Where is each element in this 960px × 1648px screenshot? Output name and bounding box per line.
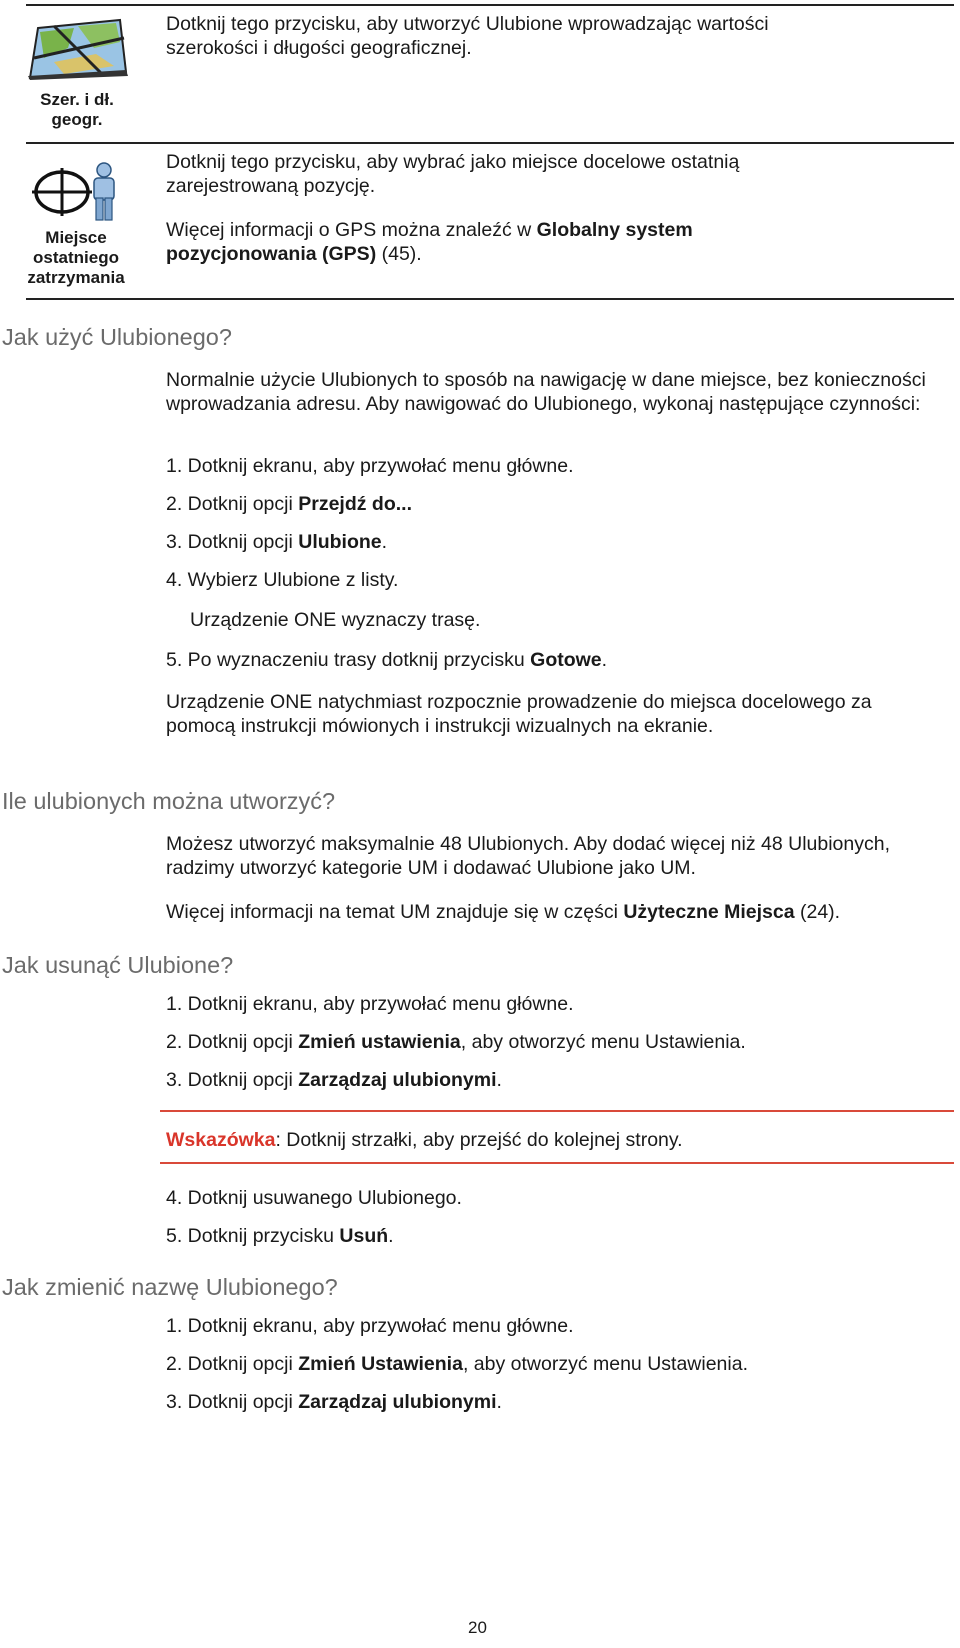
delete-step-5: 5. Dotknij przycisku Usuń. <box>166 1225 394 1247</box>
last-stop-description: Dotknij tego przycisku, aby wybrać jako miejsce docelowe ostatnią zarejestrowaną pozycję. <box>166 151 740 197</box>
tip-bottom-line <box>160 1162 954 1164</box>
lat-long-label: Szer. i dł. geogr. <box>40 90 114 129</box>
use-step-2: 2. Dotknij opcji Przejdź do... <box>166 493 412 515</box>
use-outro: Urządzenie ONE natychmiast rozpocznie prowadzenie do miejsca docelowego za pomocą instrukcji mówionych i instrukcji wizualnych na ekranie. <box>166 691 872 737</box>
delete-step-1: 1. Dotknij ekranu, aby przywołać menu główne. <box>166 993 574 1015</box>
count-paragraph-1: Możesz utworzyć maksymalnie 48 Ulubionych. Aby dodać więcej niż 48 Ulubionych, radzimy utworzyć kategorie UM i dodawać Ulubione jako UM. <box>166 833 891 879</box>
last-stop-label: Miejsce ostatniego zatrzymania <box>27 228 125 287</box>
section-heading-count: Ile ulubionych można utworzyć? <box>2 788 336 814</box>
tip-label: Wskazówka <box>166 1129 276 1151</box>
rename-step-2: 2. Dotknij opcji Zmień Ustawienia, aby otworzyć menu Ustawienia. <box>166 1353 748 1375</box>
count-paragraph-2: Więcej informacji na temat UM znajduje się w części Użyteczne Miejsca (24). <box>166 901 841 923</box>
gps-more-info: Więcej informacji o GPS można znaleźć w Globalny system pozycjonowania (GPS) (45). <box>166 219 693 265</box>
use-step-5: 5. Po wyznaczeniu trasy dotknij przycisku Gotowe. <box>166 649 608 671</box>
delete-step-2: 2. Dotknij opcji Zmień ustawienia, aby otworzyć menu Ustawienia. <box>166 1031 746 1053</box>
use-step-3: 3. Dotknij opcji Ulubione. <box>166 531 388 553</box>
tip-box: Wskazówka: Dotknij strzałki, aby przejść do kolejnej strony. <box>166 1129 683 1151</box>
row-divider <box>26 142 954 144</box>
section-heading-use: Jak użyć Ulubionego? <box>2 324 232 350</box>
use-step-4: 4. Wybierz Ulubione z listy. <box>166 569 399 591</box>
poi-link[interactable]: Użyteczne Miejsca <box>623 901 795 923</box>
delete-step-3: 3. Dotknij opcji Zarządzaj ulubionymi. <box>166 1069 502 1091</box>
delete-step-4: 4. Dotknij usuwanego Ulubionego. <box>166 1187 462 1209</box>
rename-step-1: 1. Dotknij ekranu, aby przywołać menu główne. <box>166 1315 574 1337</box>
section-heading-rename: Jak zmienić nazwę Ulubionego? <box>2 1274 338 1300</box>
map-coordinates-icon[interactable] <box>24 18 130 80</box>
top-rule <box>26 4 954 6</box>
page-number: 20 <box>468 1618 487 1637</box>
rename-step-3: 3. Dotknij opcji Zarządzaj ulubionymi. <box>166 1391 502 1413</box>
use-intro: Normalnie użycie Ulubionych to sposób na nawigację w dane miejsce, bez konieczności wprowadzania adresu. Aby nawigować do Ulubionego, wykonaj następujące czynności: <box>166 369 926 415</box>
section-heading-delete: Jak usunąć Ulubione? <box>2 952 234 978</box>
last-stop-person-icon[interactable] <box>30 160 122 222</box>
lat-long-description: Dotknij tego przycisku, aby utworzyć Ulubione wprowadzając wartości szerokości i długości geograficznej. <box>166 13 769 59</box>
use-step-4-note: Urządzenie ONE wyznaczy trasę. <box>190 609 481 631</box>
row-divider <box>26 298 954 300</box>
gps-link[interactable]: Globalny system pozycjonowania (GPS) <box>166 219 693 265</box>
use-step-1: 1. Dotknij ekranu, aby przywołać menu główne. <box>166 455 574 477</box>
tip-top-line <box>160 1110 954 1112</box>
